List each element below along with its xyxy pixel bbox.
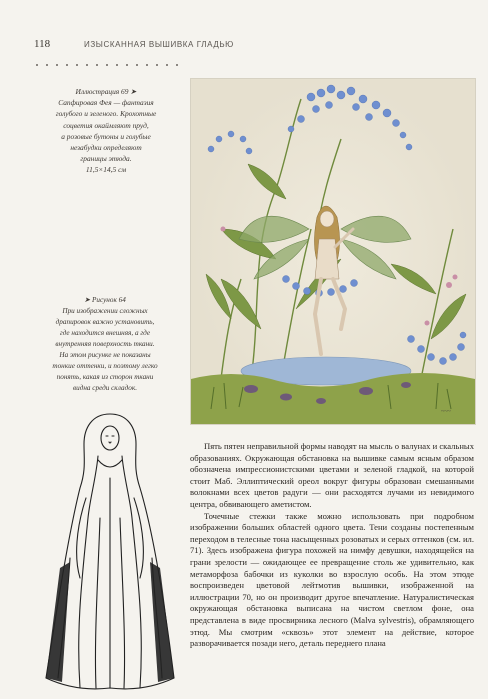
illustration-caption-line: голубого и зеленого. Крохотные: [55, 109, 157, 119]
illustration-caption-line: Сапфировая Фея — фантазия: [58, 98, 154, 108]
draped-figure-drawing: [40, 408, 180, 698]
figure-caption-line: драпировок важно установить,: [55, 318, 155, 326]
figure-caption-line: внутренняя поверхность ткани.: [55, 340, 155, 348]
figure-caption: [24, 295, 186, 394]
illustration-caption-line: соцветия окаймляют пруд,: [63, 120, 149, 130]
illustration-caption-title: Иллюстрация 69 ➤: [75, 87, 137, 96]
embroidery-photo: [190, 78, 476, 425]
figure-caption-line: понять, какая из сторон ткани: [56, 373, 154, 381]
figure-caption-line: На этом рисунке не показаны: [59, 351, 151, 359]
figure-caption-title: ➤ Рисунок 64: [84, 296, 126, 304]
illustration-caption-line: незабудки определяют: [70, 143, 142, 153]
figure-caption-line: тонкие оттенки, и поэтому легко: [52, 362, 158, 370]
body-text: [190, 441, 474, 650]
page-number: 118: [34, 38, 51, 50]
illustration-caption-size: 11,5×14,5 см: [85, 165, 127, 175]
illustration-caption-line: а розовые бутоны и голубые: [61, 131, 151, 141]
page-header: [34, 38, 454, 54]
body-paragraph: Пять пятен неправильной формы наводят на мысль о валунах и скальных образованиях. Окружающая обстановка на вышивке самым ясным образом обозначена импрессионистскими цветами и зеленой гладкой, на которой стоит Маб. Эллиптический ореол вокруг фигуры образован смешанными волокнами всех цветов радуги — они расходятся лучами из невидимого центра, обвивающего аметистом.: [190, 441, 474, 509]
illustration-caption-line: границы этюда.: [80, 154, 132, 164]
body-paragraph: Точечные стежки также можно использовать при подробном изображении больших областей одного цвета. Тени созданы постепенным переходом в телесные тона насыщенных розоватых и серых оттенков (см. ил. 71). Здесь изображена фигура похожей на нимфу девушки, находящейся на грани зрелости — ожидающее ее превращение столь же удивительно, как метаморфоза бабочки из куколки во взрослую особь. На этом этюде воспроизведен цветовой лейтмотив вышивки, изображенной на иллюстрации 70, но он производит другое впечатление. Натуралистическая окружающая обстановка выписана на чистом светлом фоне, она представлена в виде просвирника лесного (Malva sylvestris), обрамляющего этюд. Мы смотрим «сквозь» этот элемент на действие, которое разворачивается позади него, деталь переднего плана: [190, 510, 474, 649]
sapphire-fairy-embroidery-image: [191, 79, 475, 424]
illustration-caption: [26, 86, 186, 176]
figure-caption-line: где находится внешняя, а где: [59, 329, 151, 337]
artist-signature: ~~~: [441, 409, 451, 415]
running-head: ИЗЫСКАННАЯ ВЫШИВКА ГЛАДЬЮ: [84, 40, 234, 49]
figure-caption-line: При изображении сложных: [62, 307, 148, 315]
decorative-dotted-rule: [34, 62, 184, 68]
figure-caption-line: видна среди складок.: [72, 384, 138, 392]
